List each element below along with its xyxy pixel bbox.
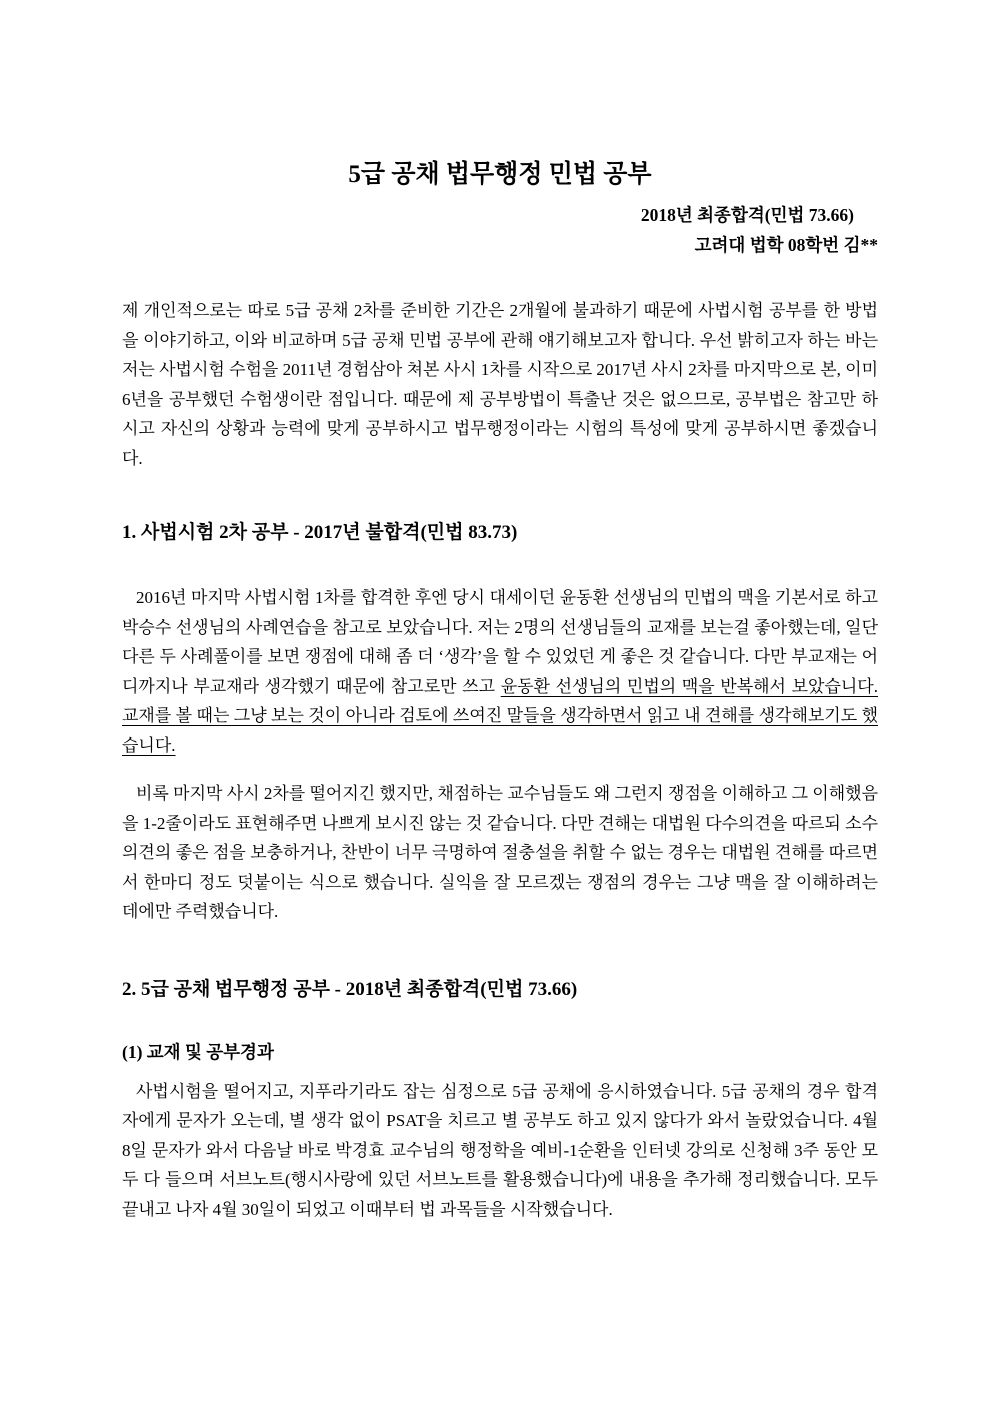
section1-heading: 1. 사법시험 2차 공부 - 2017년 불합격(민법 83.73)	[122, 522, 518, 543]
byline	[122, 200, 878, 260]
document-page	[122, 158, 878, 1224]
section1-paragraph-1-normal-text: 2016년 마지막 사법시험 1차를 합격한 후엔 당시 대세이던 윤동환 선생님의 민법의 맥을 기본서로 하고 박승수 선생님의 사례연습을 참고로 보았습니다. 저는 2명의 선생님들의 교재를 보는걸 좋아했는데, 일단 다른 두 사례풀이를 보면 쟁점에 대해 좀 더 ‘생각’을 할 수 있었던 게 좋은 것 같습니다. 다만 부교재는 어디까지나 부교재라 생각했기 때문에 참고로만 쓰고	[122, 588, 878, 696]
intro-paragraph: 제 개인적으로는 따로 5급 공채 2차를 준비한 기간은 2개월에 불과하기 때문에 사법시험 공부를 한 방법을 이야기하고, 이와 비교하며 5급 공채 민법 공부에 관해 얘기해보고자 합니다. 우선 밝히고자 하는 바는 저는 사법시험 수험을 2011년 경험삼아 쳐본 사시 1차를 시작으로 2017년 사시 2차를 마지막으로 본, 이미 6년을 공부했던 수험생이란 점입니다. 때문에 제 공부방법이 특출난 것은 없으므로, 공부법은 참고만 하시고 자신의 상황과 능력에 맞게 공부하시고 법무행정이라는 시험의 특성에 맞게 공부하시면 좋겠습니다.	[122, 301, 878, 468]
section1-paragraph-1	[122, 583, 878, 760]
section2-heading: 2. 5급 공채 법무행정 공부 - 2018년 최종합격(민법 73.66)	[122, 978, 578, 1000]
section2-paragraph-1: 사법시험을 떨어지고, 지푸라기라도 잡는 심정으로 5급 공채에 응시하였습니다. 5급 공채의 경우 합격자에게 문자가 오는데, 별 생각 없이 PSAT을 치르고 별 공부도 하고 있지 않다가 와서 놀랐었습니다. 4월 8일 문자가 와서 다음날 바로 박경효 교수님의 행정학을 예비-1순환을 인터넷 강의로 신청해 3주 동안 모두 다 들으며 서브노트(행시사랑에 있던 서브노트를 활용했습니다)에 내용을 추가해 정리했습니다. 모두 끝내고 나자 4월 30일이 되었고 이때부터 법 과목들을 시작했습니다.	[122, 1081, 878, 1219]
section1-paragraph-1-underlined-text: 윤동환 선생님의 민법의 맥을 반복해서 보았습니다. 교재를 볼 때는 그냥 보는 것이 아니라 검토에 쓰여진 말들을 생각하면서 읽고 내 견해를 생각해보기도 했습니다.	[122, 676, 878, 755]
section1-paragraph-2: 비록 마지막 사시 2차를 떨어지긴 했지만, 채점하는 교수님들도 왜 그런지 쟁점을 이해하고 그 이해했음을 1-2줄이라도 표현해주면 나쁘게 보시진 않는 것 같습니다. 다만 견해는 대법원 다수의견을 따르되 소수의견의 좋은 점을 보충하거나, 찬반이 너무 극명하여 절충설을 취할 수 없는 경우는 대법원 견해를 따르면서 한마디 정도 덧붙이는 식으로 했습니다. 실익을 잘 모르겠는 쟁점의 경우는 그냥 맥을 잘 이해하려는 데에만 주력했습니다.	[122, 784, 878, 921]
page-title: 5급 공채 법무행정 민법 공부	[348, 161, 652, 188]
byline-author: 고려대 법학 08학번 김**	[694, 235, 878, 255]
section2-subheading: (1) 교재 및 공부경과	[122, 1041, 274, 1062]
byline-result: 2018년 최종합격(민법 73.66)	[640, 205, 854, 225]
